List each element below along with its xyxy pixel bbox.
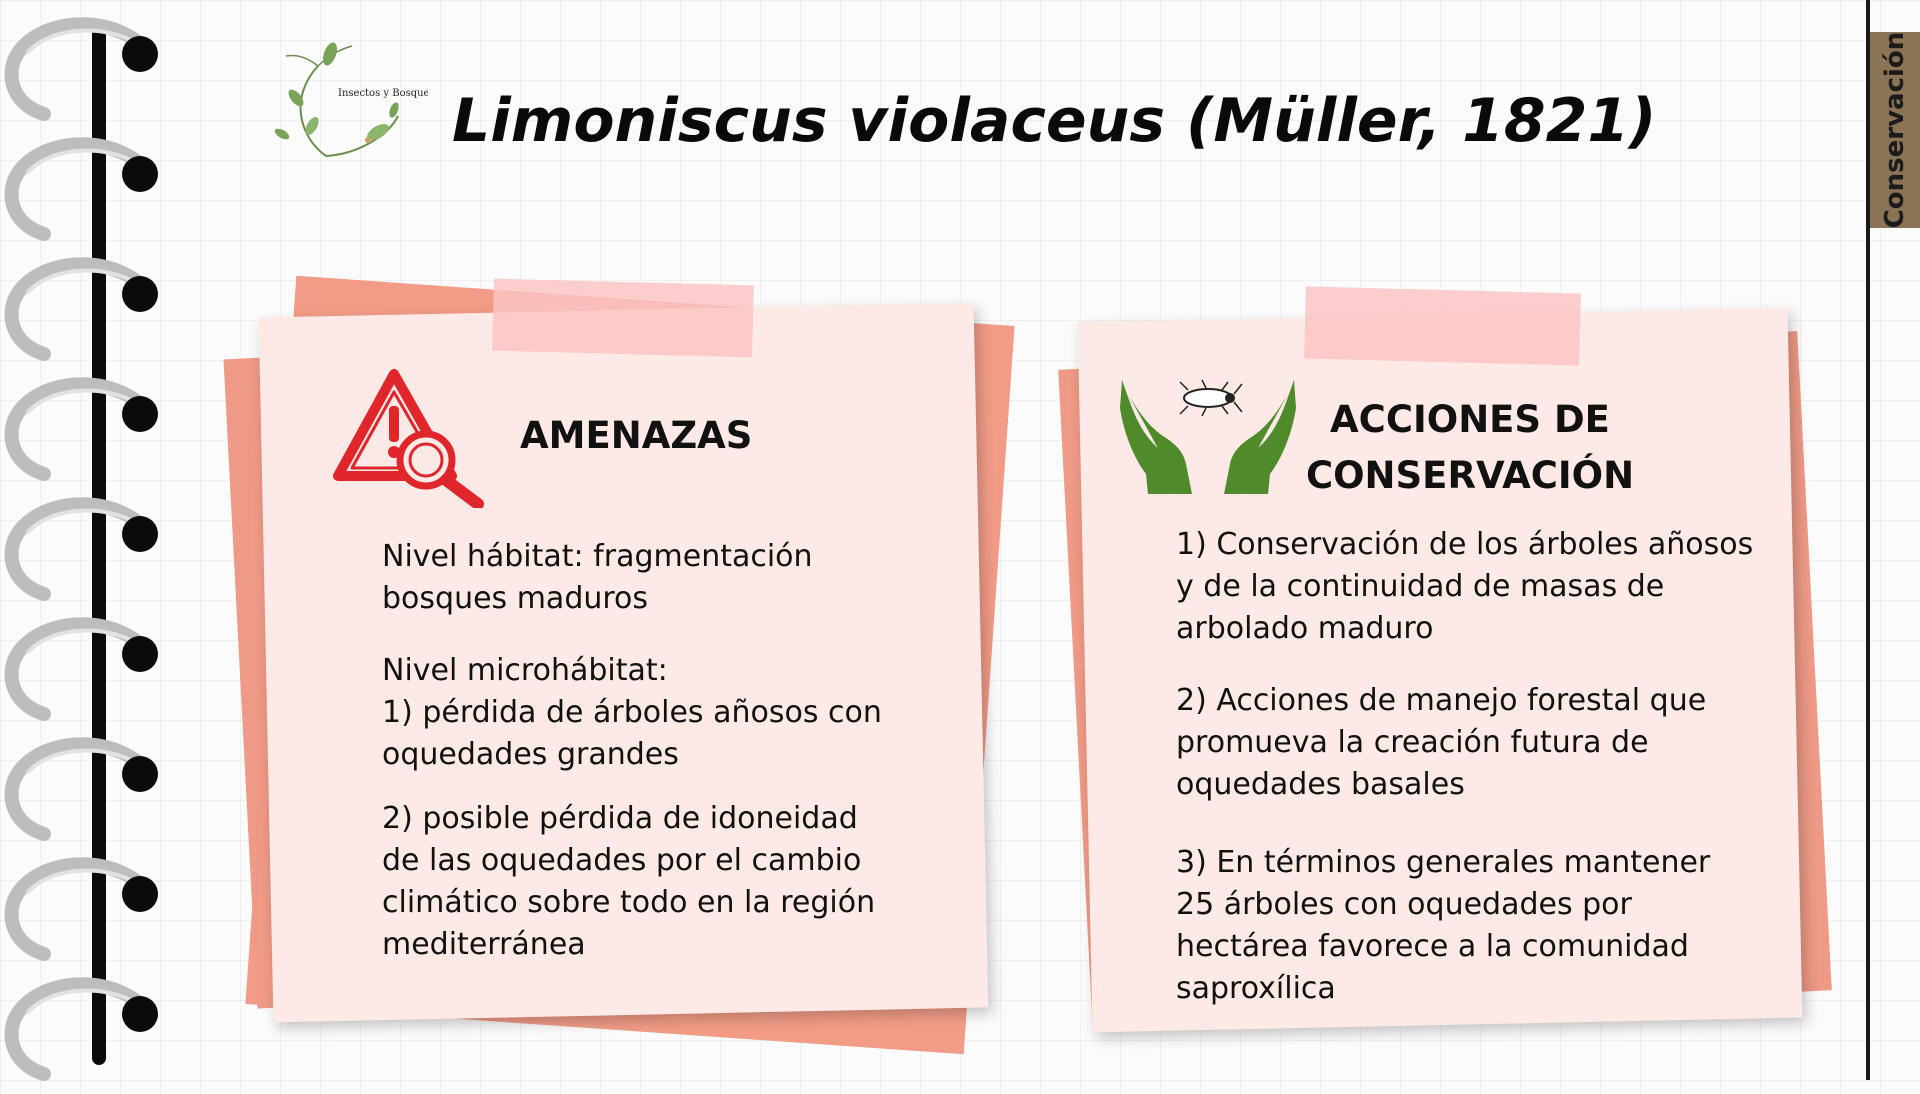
- tape: [1304, 286, 1581, 365]
- acciones-item: 1) Conservación de los árboles añosos y de la continuidad de masas de arbolado maduro: [1176, 527, 1754, 646]
- tape: [492, 279, 754, 358]
- binder-hole: [122, 156, 158, 192]
- logo: [268, 36, 428, 166]
- section-tab[interactable]: [1870, 32, 1920, 228]
- acciones-heading: [1300, 392, 1640, 504]
- warning-magnifier-icon: [332, 366, 488, 508]
- binder-hole: [122, 276, 158, 312]
- binder-hole: [122, 396, 158, 432]
- amenazas-item: 1) pérdida de árboles añosos con oquedades grandes: [382, 695, 882, 772]
- page-title: Limoniscus violaceus (Müller, 1821): [452, 86, 1657, 156]
- binder-hole: [122, 636, 158, 672]
- binder-hole: [122, 756, 158, 792]
- amenazas-list: [382, 536, 942, 966]
- amenazas-item: Nivel microhábitat:: [382, 653, 668, 688]
- binder-hole: [122, 996, 158, 1032]
- hands-beetle-icon: [1118, 378, 1298, 496]
- acciones-item: 3) En términos generales mantener 25 árboles con oquedades por hectárea favorece a la comunidad saproxílica: [1176, 845, 1711, 1006]
- acciones-heading-line: ACCIONES DE: [1330, 398, 1610, 441]
- section-tab-label: Conservación: [1880, 31, 1910, 229]
- binder-hole: [122, 516, 158, 552]
- acciones-heading-line: CONSERVACIÓN: [1305, 454, 1635, 497]
- acciones-list: [1176, 524, 1766, 1010]
- amenazas-item: Nivel hábitat: fragmentación bosques maduros: [382, 539, 813, 616]
- logo-text: Insectos y Bosque: [338, 88, 428, 99]
- binder-hole: [122, 876, 158, 912]
- binder-hole: [122, 36, 158, 72]
- amenazas-item: 2) posible pérdida de idoneidad de las oquedades por el cambio climático sobre todo en la región mediterránea: [382, 801, 876, 962]
- acciones-item: 2) Acciones de manejo forestal que promueva la creación futura de oquedades basales: [1176, 683, 1707, 802]
- amenazas-heading: AMENAZAS: [520, 414, 753, 457]
- plant-logo-icon: [268, 36, 428, 166]
